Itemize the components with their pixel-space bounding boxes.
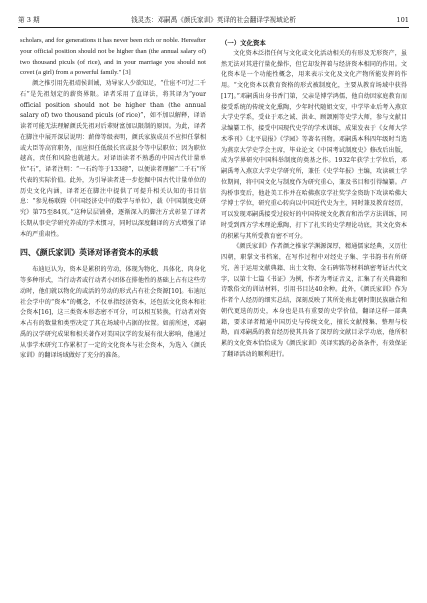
right-column (221, 36, 407, 361)
page-number: 101 (396, 16, 409, 24)
subsection-heading: （一）文化资本 (221, 39, 266, 47)
page-header (18, 13, 409, 27)
left-column (20, 36, 206, 362)
section-heading: 四、《颜氏家训》英译对译者资本的承载 (20, 248, 159, 258)
issue-number: 第 3 期 (18, 16, 40, 24)
body-paragraph: 布迪厄认为，资本是累积的劳动，体现为物化、具体化、肉身化等多种形式，当行动者或行动者小团体在排他性的基础上占有这些劳动时，他们就以物化的或活的劳动的形式占有社会资源[10]。布迪厄社会学中的“资本”的概念，不仅单指经济资本，还包括文化资本和社会资本[16]，这三类资本形态密不可分，可以相互转换，行动者对资本占有的数量和类型决定了其在场域中占据的位置。如前所述，邓嗣禹的汉学研究成果和相关著作对美国汉学的发展有很大影响，他通过从事学术研究工作累积了一定的文化资本与社会资本，为选入《颜氏家训》的翻译场域做好了充分的准备。 (20, 266, 206, 360)
body-paragraph: 文化资本泛指任何与文化或文化活动相关的有形及无形资产，虽然无法对其进行量化操作，但它却发挥着与经济资本相同的作用。文化资本是一个功能性概念，用来表示文化及文化产物所能发挥的作用。“文化资本以教育资格的形式被制度化，主要从教育场域中获得[17]。”邓嗣禹出身书香门第，父亲是博学鸿儒，他自幼因家庭教育而接受系统的传统文化熏陶，少年时代随姐文安，中学毕业后考入燕京大学史学系，受业于邓之诚、洪业、顾颉刚等史学大师，参与文献目录编纂工作，接受中国现代史学的学术训练，成果发表于《女师大学术季刊》《北平晨报》《学园》等著名刊物。邓嗣禹本科四年级时当选为燕京大学史学会主席，毕业论文《中国考试制度史》修改后出版，成为学界研究中国科举制度的奠基之作。1932年获学士学位后，邓嗣禹考入燕京大学史学研究所，兼任《史学年报》主编，攻读硕士学位期间，将中国文化与制度作为研究重心，兼及书目和引得编纂。卢沟桥事变后，他赴美工作并在哈佛燕京学社奖学金资助下攻读哈佛大学博士学位，研究重心转向以中国近代史为主，同时兼及教育经历，可以发现邓嗣禹接受过较好的中国传统文化教育和治学方法训练，同时受到西方学术理论熏陶，打下了扎实的史学理论功底，其文化资本的积累与其所受教育密不可分。 (221, 49, 407, 240)
header-rule (18, 27, 409, 28)
body-paragraph: 颜之推引用先祖靖侯训诫，劝导家人少欲知足，“仕宦不可过二千石”是先祖划定的薪资界限。译者采用了直译法，将其译为“your official position should not be higher than (the annual salary of) two thousand piculs (of rice)”，如不加以解释，译语读者可能无法理解颜氏先祖对后辈财富加以限制的原因。为此，译者在脚注中展开深层说明：薪俸等级表明，颜氏家族成员不应担任掌相或大臣等高官职务，而应担任低级长官或县令等中层职位；因为职位越高，责任和风险也就越大。对译语读者不熟悉的中国古代计量单位“石”，译者注明：“一石约等于133磅”，以便读者理解“二千石”所代表的实际价值。此外，为引导读者进一步挖掘中国古代计量单位的历史文化内涵，译者还在脚注中提供了可提升相关认知的书目信息：“参见杨联陞《中国经济史中的数字与单位》，载《中国制度史研究》第75至84页。”这种层层铺叠，逐渐深入的脚注方式彰显了译者长期从事史学研究养成的学术惯习，同时以深度翻译的方式增强了译本的严重肃性。 (20, 80, 206, 238)
body-paragraph: 《颜氏家训》作者颜之推家学渊源深厚，精通儒家经典，又历仕四朝，职掌文书档案，在写作过程中对经史子集、字书韵书有所研究，善于运用文献典籍、出土文物、金石碑铭等材料缜密考证古代文字，以第十七篇《书证》为例，作者为考证音义，汇集了有关典籍和诗歌俗文的训诂材料，引用书目达40余种。此外，《颜氏家训》作为作者个人经历的细实总结，深刻反映了其所处南北朝时期民族融合和朝代更迭的历史，本身也是具有重要的史学价值，翻译这样一部典籍，要求译者精通中国历史与传统文化，擅长文献搜集、整理与校勘，而邓嗣禹的教育经历使其具备了深厚的文献目录学功底，他所积累的文化资本恰恰成为《颜氏家训》英译实践的必备条件，有效保证了翻译活动的顺利进行。 (221, 243, 407, 358)
english-quote-paragraph: scholars, and for generations it has never been rich or noble. Hereafter your official position should not be higher than (the annual salary of) two thousand piculs (of rice), and in your marriage you should not covet (a girl) from a powerful family." [3] (20, 37, 206, 77)
running-title: 钱灵杰：邓嗣禹《颜氏家训》英译的社会翻译学视域论析 (131, 16, 296, 24)
